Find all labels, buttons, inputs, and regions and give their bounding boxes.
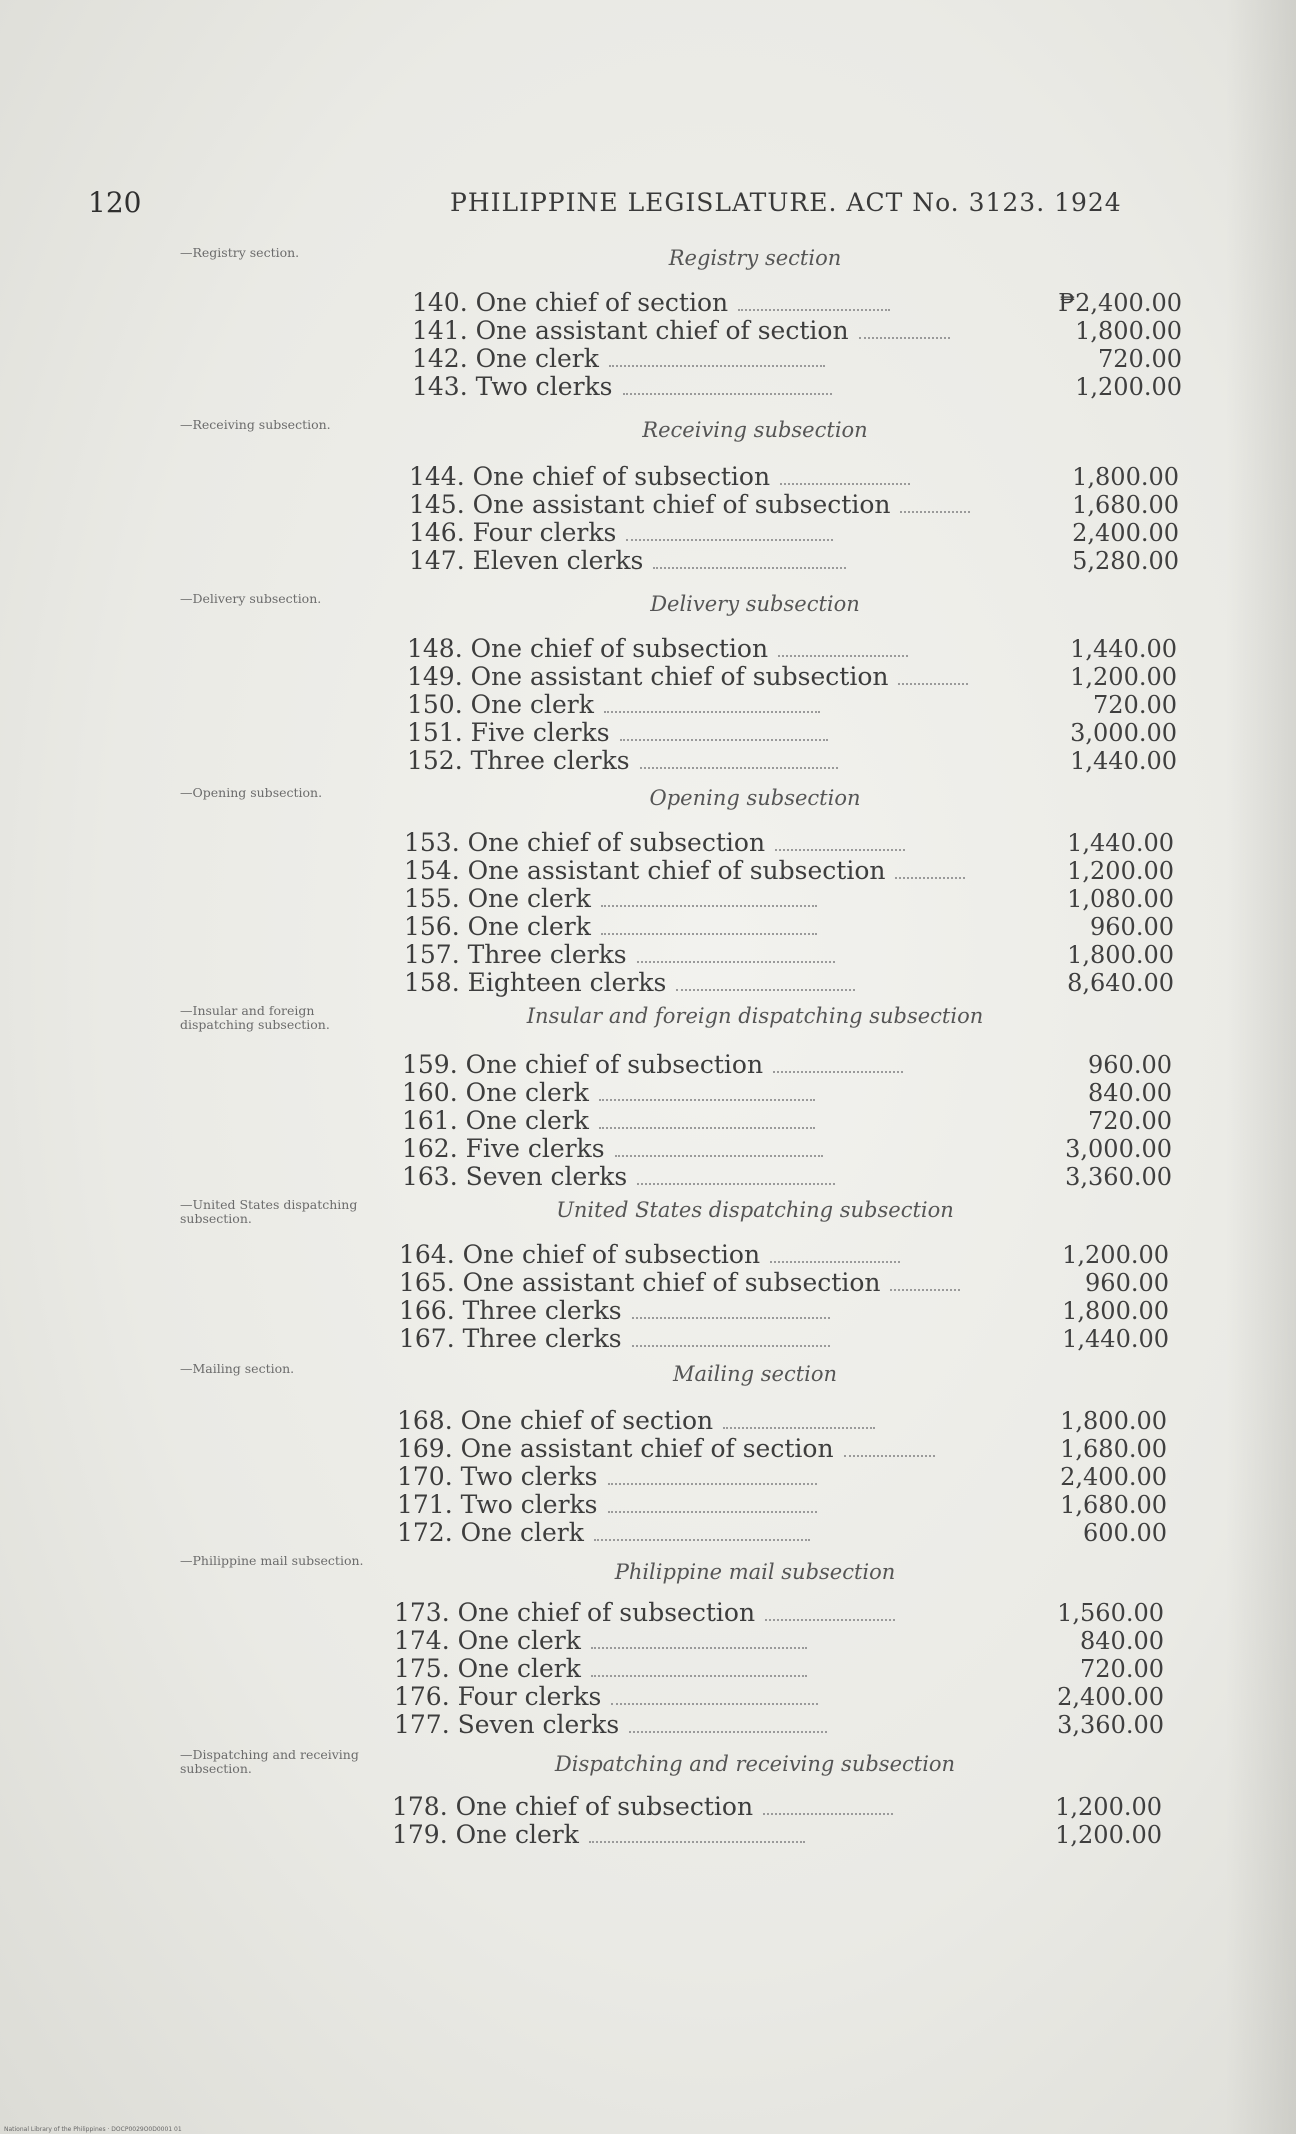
line-item: [404, 968, 1174, 996]
line-item-description: 152. Three clerks: [407, 746, 630, 775]
line-item-amount: 1,440.00: [1067, 829, 1174, 857]
line-item-description: 151. Five clerks: [407, 718, 610, 747]
line-item-amount: 1,200.00: [1062, 1241, 1169, 1269]
dot-leader: [844, 1435, 936, 1457]
line-item: [404, 884, 1174, 912]
dot-leader: [653, 547, 846, 569]
line-item-description: 174. One clerk: [394, 1626, 581, 1655]
dot-leader: [599, 1079, 816, 1101]
line-item: [394, 1654, 1164, 1682]
dot-leader: [773, 1051, 902, 1073]
dot-leader: [859, 317, 951, 339]
dot-leader: [770, 1241, 899, 1263]
dot-leader: [601, 885, 818, 907]
line-item: [404, 856, 1174, 884]
line-item: [399, 1296, 1169, 1324]
line-item: [409, 546, 1179, 574]
dot-leader: [623, 373, 833, 395]
dot-leader: [629, 1711, 826, 1733]
section-heading: Dispatching and receiving subsection: [554, 1752, 956, 1776]
line-item: [402, 1078, 1172, 1106]
line-item-amount: 840.00: [1080, 1627, 1164, 1655]
dot-leader: [608, 1463, 818, 1485]
section-heading: Registry section: [668, 246, 842, 270]
dot-leader: [615, 1135, 824, 1157]
line-item-amount: 1,680.00: [1060, 1435, 1167, 1463]
line-item: [397, 1518, 1167, 1546]
line-item-amount: 960.00: [1088, 1051, 1172, 1079]
line-item-amount: 1,800.00: [1067, 941, 1175, 969]
line-item-description: 153. One chief of subsection: [404, 828, 766, 857]
line-item-description: 147. Eleven clerks: [409, 546, 644, 575]
line-item-amount: 3,360.00: [1057, 1711, 1165, 1739]
line-item-amount: 1,800.00: [1072, 463, 1179, 491]
line-item: [397, 1462, 1167, 1490]
line-item-amount: 1,200.00: [1070, 663, 1178, 691]
dot-leader: [738, 289, 890, 311]
line-item-amount: 3,000.00: [1070, 719, 1178, 747]
dot-leader: [611, 1683, 817, 1705]
line-item-description: 142. One clerk: [412, 344, 599, 373]
line-item-description: 163. Seven clerks: [402, 1162, 628, 1191]
line-item-description: 177. Seven clerks: [394, 1710, 620, 1739]
line-item: [397, 1406, 1167, 1434]
line-item-description: 141. One assistant chief of section: [412, 316, 849, 345]
line-item: [412, 288, 1182, 316]
dot-leader: [763, 1793, 892, 1815]
dot-leader: [599, 1107, 816, 1129]
line-item-description: 154. One assistant chief of subsection: [404, 856, 886, 885]
dot-leader: [780, 463, 909, 485]
line-item-amount: 2,400.00: [1072, 519, 1179, 547]
line-item: [409, 518, 1179, 546]
line-item: [402, 1134, 1172, 1162]
margin-note: —Insular and foreign dispatching subsection.: [180, 1003, 330, 1032]
line-item-description: 157. Three clerks: [404, 940, 627, 969]
dot-leader: [591, 1655, 808, 1677]
line-item-amount: 1,440.00: [1062, 1325, 1170, 1353]
line-item: [412, 372, 1182, 400]
dot-leader: [608, 1491, 818, 1513]
line-item: [392, 1820, 1162, 1848]
dot-leader: [765, 1599, 894, 1621]
page-edge-shadow: [1226, 0, 1296, 2134]
line-item-description: 144. One chief of subsection: [409, 462, 771, 491]
line-item-amount: 5,280.00: [1072, 547, 1179, 575]
line-item-amount: 1,800.00: [1060, 1407, 1167, 1435]
dot-leader: [723, 1407, 875, 1429]
dot-leader: [594, 1519, 811, 1541]
line-item: [407, 634, 1177, 662]
margin-note: —Philippine mail subsection.: [180, 1553, 364, 1568]
dot-leader: [626, 519, 832, 541]
line-item-amount: 1,080.00: [1067, 885, 1174, 913]
line-item-amount: 720.00: [1088, 1107, 1172, 1135]
section-heading: Mailing section: [672, 1362, 838, 1386]
line-item: [399, 1324, 1169, 1352]
line-item: [397, 1434, 1167, 1462]
line-item: [409, 462, 1179, 490]
line-item: [412, 316, 1182, 344]
section-heading: Philippine mail subsection: [614, 1560, 896, 1584]
margin-note: —Receiving subsection.: [180, 417, 331, 432]
line-item-amount: 960.00: [1090, 913, 1174, 941]
dot-leader: [637, 1163, 834, 1185]
line-item: [394, 1710, 1164, 1738]
dot-leader: [900, 491, 969, 513]
margin-note: —Delivery subsection.: [180, 591, 322, 606]
dot-leader: [632, 1297, 831, 1319]
line-item-amount: 1,560.00: [1057, 1599, 1164, 1627]
section-heading: United States dispatching subsection: [556, 1198, 954, 1222]
line-item: [404, 828, 1174, 856]
line-item-amount: 720.00: [1080, 1655, 1164, 1683]
line-item-amount: 720.00: [1098, 345, 1182, 373]
line-item-amount: 1,200.00: [1055, 1821, 1162, 1849]
line-item: [402, 1162, 1172, 1190]
line-item-amount: 3,360.00: [1065, 1163, 1173, 1191]
line-item-description: 155. One clerk: [404, 884, 591, 913]
line-item-description: 156. One clerk: [404, 912, 591, 941]
line-item-description: 150. One clerk: [407, 690, 594, 719]
dot-leader: [609, 345, 826, 367]
line-item-description: 171. Two clerks: [397, 1490, 598, 1519]
line-item-description: 146. Four clerks: [409, 518, 617, 547]
line-item-description: 162. Five clerks: [402, 1134, 605, 1163]
line-item-description: 149. One assistant chief of subsection: [407, 662, 889, 691]
line-item-amount: 3,000.00: [1065, 1135, 1173, 1163]
line-item-description: 161. One clerk: [402, 1106, 589, 1135]
line-item-description: 164. One chief of subsection: [399, 1240, 761, 1269]
dot-leader: [640, 747, 839, 769]
dot-leader: [589, 1821, 806, 1843]
line-item-description: 173. One chief of subsection: [394, 1598, 756, 1627]
margin-note: —United States dispatching subsection.: [180, 1197, 358, 1226]
line-item-description: 145. One assistant chief of subsection: [409, 490, 891, 519]
line-item-amount: 1,200.00: [1075, 373, 1183, 401]
dot-leader: [890, 1269, 959, 1291]
line-item-description: 165. One assistant chief of subsection: [399, 1268, 881, 1297]
line-item: [407, 690, 1177, 718]
line-item-amount: 1,800.00: [1062, 1297, 1170, 1325]
line-item-amount: 720.00: [1093, 691, 1177, 719]
line-item-amount: 600.00: [1083, 1519, 1167, 1547]
dot-leader: [778, 635, 907, 657]
line-item: [407, 746, 1177, 774]
section-heading: Opening subsection: [649, 786, 861, 810]
line-item-description: 176. Four clerks: [394, 1682, 602, 1711]
page-number: 120: [88, 186, 142, 219]
line-item-amount: 840.00: [1088, 1079, 1172, 1107]
line-item: [402, 1106, 1172, 1134]
line-item: [402, 1050, 1172, 1078]
line-item: [394, 1598, 1164, 1626]
line-item: [404, 940, 1174, 968]
line-item-description: 175. One clerk: [394, 1654, 581, 1683]
line-item: [394, 1682, 1164, 1710]
line-item: [409, 490, 1179, 518]
scan-credit: National Library of the Philippines · DOCP0029O0D0001 01: [4, 2126, 182, 2133]
line-item: [412, 344, 1182, 372]
line-item-description: 160. One clerk: [402, 1078, 589, 1107]
line-item: [407, 718, 1177, 746]
line-item: [392, 1792, 1162, 1820]
line-item-description: 167. Three clerks: [399, 1324, 622, 1353]
line-item-amount: 2,400.00: [1060, 1463, 1168, 1491]
line-item-description: 169. One assistant chief of section: [397, 1434, 834, 1463]
dot-leader: [604, 691, 821, 713]
line-item-amount: 1,800.00: [1075, 317, 1182, 345]
line-item-description: 159. One chief of subsection: [402, 1050, 764, 1079]
line-item: [399, 1268, 1169, 1296]
line-item-description: 143. Two clerks: [412, 372, 613, 401]
margin-note: —Dispatching and receiving subsection.: [180, 1747, 359, 1776]
line-item-description: 178. One chief of subsection: [392, 1792, 754, 1821]
line-item-description: 170. Two clerks: [397, 1462, 598, 1491]
dot-leader: [637, 941, 836, 963]
dot-leader: [898, 663, 967, 685]
line-item-amount: 1,200.00: [1067, 857, 1175, 885]
line-item-amount: 8,640.00: [1067, 969, 1174, 997]
dot-leader: [591, 1627, 808, 1649]
margin-note: —Registry section.: [180, 245, 300, 260]
line-item-description: 179. One clerk: [392, 1820, 579, 1849]
dot-leader: [632, 1325, 831, 1347]
dot-leader: [620, 719, 829, 741]
line-item: [407, 662, 1177, 690]
line-item-amount: 1,200.00: [1055, 1793, 1162, 1821]
line-item-amount: 1,680.00: [1072, 491, 1180, 519]
section-heading: Receiving subsection: [642, 418, 868, 442]
dot-leader: [601, 913, 818, 935]
dot-leader: [775, 829, 904, 851]
section-heading: Delivery subsection: [650, 592, 860, 616]
margin-note: —Mailing section.: [180, 1361, 295, 1376]
line-item-amount: ₱2,400.00: [1058, 289, 1182, 317]
line-item-description: 140. One chief of section: [412, 288, 729, 317]
line-item-amount: 1,680.00: [1060, 1491, 1168, 1519]
line-item-amount: 2,400.00: [1057, 1683, 1164, 1711]
line-item-amount: 960.00: [1085, 1269, 1170, 1297]
dot-leader: [895, 857, 964, 879]
line-item: [404, 912, 1174, 940]
line-item-description: 158. Eighteen clerks: [404, 968, 667, 997]
line-item-description: 172. One clerk: [397, 1518, 584, 1547]
line-item-description: 168. One chief of section: [397, 1406, 714, 1435]
dot-leader: [676, 969, 855, 991]
running-head: PHILIPPINE LEGISLATURE. ACT No. 3123. 1924: [450, 188, 1122, 217]
line-item-amount: 1,440.00: [1070, 635, 1177, 663]
line-item-amount: 1,440.00: [1070, 747, 1178, 775]
section-heading: Insular and foreign dispatching subsection: [526, 1004, 984, 1028]
margin-note: —Opening subsection.: [180, 785, 323, 800]
line-item: [394, 1626, 1164, 1654]
line-item: [397, 1490, 1167, 1518]
line-item: [399, 1240, 1169, 1268]
line-item-description: 148. One chief of subsection: [407, 634, 769, 663]
line-item-description: 166. Three clerks: [399, 1296, 622, 1325]
